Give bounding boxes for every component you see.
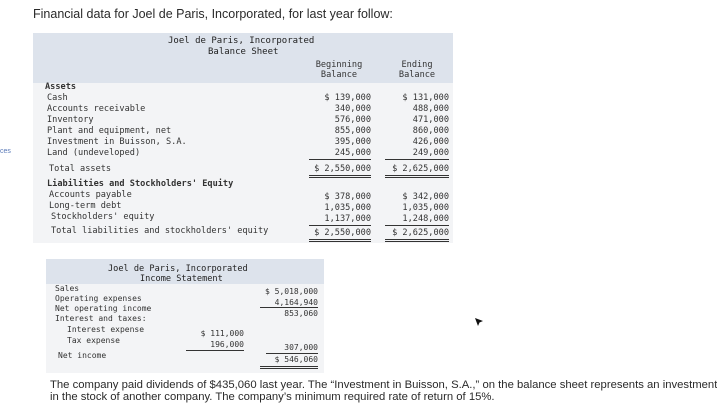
total-liabilities-label: Total liabilities and stockholders' equity bbox=[51, 226, 269, 236]
net-income-value: $ 546,060 bbox=[274, 355, 318, 364]
asset-ending: 860,000 bbox=[412, 126, 449, 136]
sales-value: $ 5,018,000 bbox=[265, 287, 318, 296]
asset-beginning: 245,000 bbox=[334, 148, 371, 158]
total-rule bbox=[260, 366, 318, 367]
income-statement-company: Joel de Paris, Incorporated bbox=[108, 264, 248, 274]
total-rule bbox=[385, 175, 449, 176]
operating-expenses-value: 4,164,940 bbox=[274, 298, 318, 307]
liability-ending: 1,035,000 bbox=[402, 203, 449, 213]
footnote-line-2: in the stock of another company. The company’s minimum required rate of return of 15%. bbox=[50, 391, 495, 403]
mouse-pointer-icon bbox=[474, 317, 484, 329]
liability-beginning: 1,137,000 bbox=[324, 214, 371, 224]
liability-beginning: 1,035,000 bbox=[324, 203, 371, 213]
problem-footnote bbox=[50, 379, 717, 403]
asset-label: Plant and equipment, net bbox=[47, 126, 172, 136]
total-rule bbox=[260, 368, 318, 369]
total-rule bbox=[309, 241, 371, 242]
interest-expense-label: Interest expense bbox=[67, 325, 145, 334]
sales-label: Sales bbox=[55, 284, 80, 293]
asset-ending: 249,000 bbox=[412, 148, 449, 158]
balance-sheet-title: Balance Sheet bbox=[208, 47, 279, 57]
clipped-side-text: ces bbox=[0, 148, 11, 155]
asset-ending: 488,000 bbox=[412, 104, 449, 114]
total-rule bbox=[385, 239, 449, 240]
total-rule bbox=[309, 239, 371, 240]
subtotal-rule bbox=[260, 307, 318, 308]
interest-expense-value: $ 111,000 bbox=[200, 329, 244, 338]
balance-sheet-table bbox=[33, 33, 453, 243]
asset-label: Cash bbox=[47, 93, 68, 103]
operating-expenses-label: Operating expenses bbox=[55, 294, 142, 303]
liability-label: Long-term debt bbox=[49, 201, 122, 211]
subtotal-rule bbox=[186, 350, 244, 351]
col-beginning-line1: Beginning bbox=[315, 60, 363, 70]
asset-label: Accounts receivable bbox=[47, 104, 146, 114]
liability-beginning: $ 378,000 bbox=[324, 192, 371, 202]
asset-beginning: 340,000 bbox=[334, 104, 371, 114]
balance-sheet-company: Joel de Paris, Incorporated bbox=[168, 36, 315, 46]
subtotal-rule bbox=[385, 159, 449, 160]
total-liabilities-ending: $ 2,625,000 bbox=[392, 228, 449, 238]
tax-expense-value: 196,000 bbox=[210, 340, 244, 349]
asset-beginning: $ 139,000 bbox=[324, 93, 371, 103]
asset-ending: 471,000 bbox=[412, 115, 449, 125]
col-beginning-line2: Balance bbox=[320, 70, 358, 80]
liability-ending: $ 342,000 bbox=[402, 192, 449, 202]
col-ending-line2: Balance bbox=[398, 70, 436, 80]
asset-label: Investment in Buisson, S.A. bbox=[47, 137, 187, 147]
liability-label: Accounts payable bbox=[49, 190, 132, 200]
liability-label: Stockholders' equity bbox=[51, 212, 155, 222]
asset-beginning: 395,000 bbox=[334, 137, 371, 147]
total-liabilities-beginning: $ 2,550,000 bbox=[314, 228, 371, 238]
total-assets-label: Total assets bbox=[49, 164, 112, 174]
asset-beginning: 576,000 bbox=[334, 115, 371, 125]
liabilities-heading: Liabilities and Stockholders' Equity bbox=[47, 179, 234, 189]
liability-ending: 1,248,000 bbox=[402, 214, 449, 224]
interest-taxes-total: 307,000 bbox=[284, 343, 318, 352]
total-assets-beginning: $ 2,550,000 bbox=[314, 164, 371, 174]
asset-beginning: 855,000 bbox=[334, 126, 371, 136]
subtotal-rule bbox=[309, 225, 371, 226]
asset-label: Inventory bbox=[47, 115, 94, 125]
total-rule bbox=[309, 175, 371, 176]
total-rule bbox=[385, 241, 449, 242]
net-operating-income-value: 853,060 bbox=[284, 309, 318, 318]
interest-taxes-heading: Interest and taxes: bbox=[55, 314, 147, 323]
footnote-line-1: The company paid dividends of $435,060 last year. The “Investment in Buisson, S.A.,” on the balance sheet represents an investment bbox=[50, 379, 717, 391]
income-statement-title: Income Statement bbox=[140, 274, 223, 284]
asset-label: Land (undeveloped) bbox=[47, 148, 141, 158]
assets-heading: Assets bbox=[45, 82, 77, 92]
asset-ending: 426,000 bbox=[412, 137, 449, 147]
total-rule bbox=[309, 177, 371, 178]
tax-expense-label: Tax expense bbox=[67, 336, 120, 345]
subtotal-rule bbox=[385, 225, 449, 226]
subtotal-rule bbox=[266, 353, 318, 354]
subtotal-rule bbox=[309, 159, 371, 160]
asset-ending: $ 131,000 bbox=[402, 93, 449, 103]
income-statement-table bbox=[46, 259, 324, 373]
net-operating-income-label: Net operating income bbox=[55, 304, 152, 313]
col-ending-line1: Ending bbox=[401, 60, 433, 70]
net-income-label: Net income bbox=[58, 351, 107, 360]
total-assets-ending: $ 2,625,000 bbox=[392, 164, 449, 174]
problem-intro: Financial data for Joel de Paris, Incorporated, for last year follow: bbox=[33, 7, 393, 21]
total-rule bbox=[385, 177, 449, 178]
